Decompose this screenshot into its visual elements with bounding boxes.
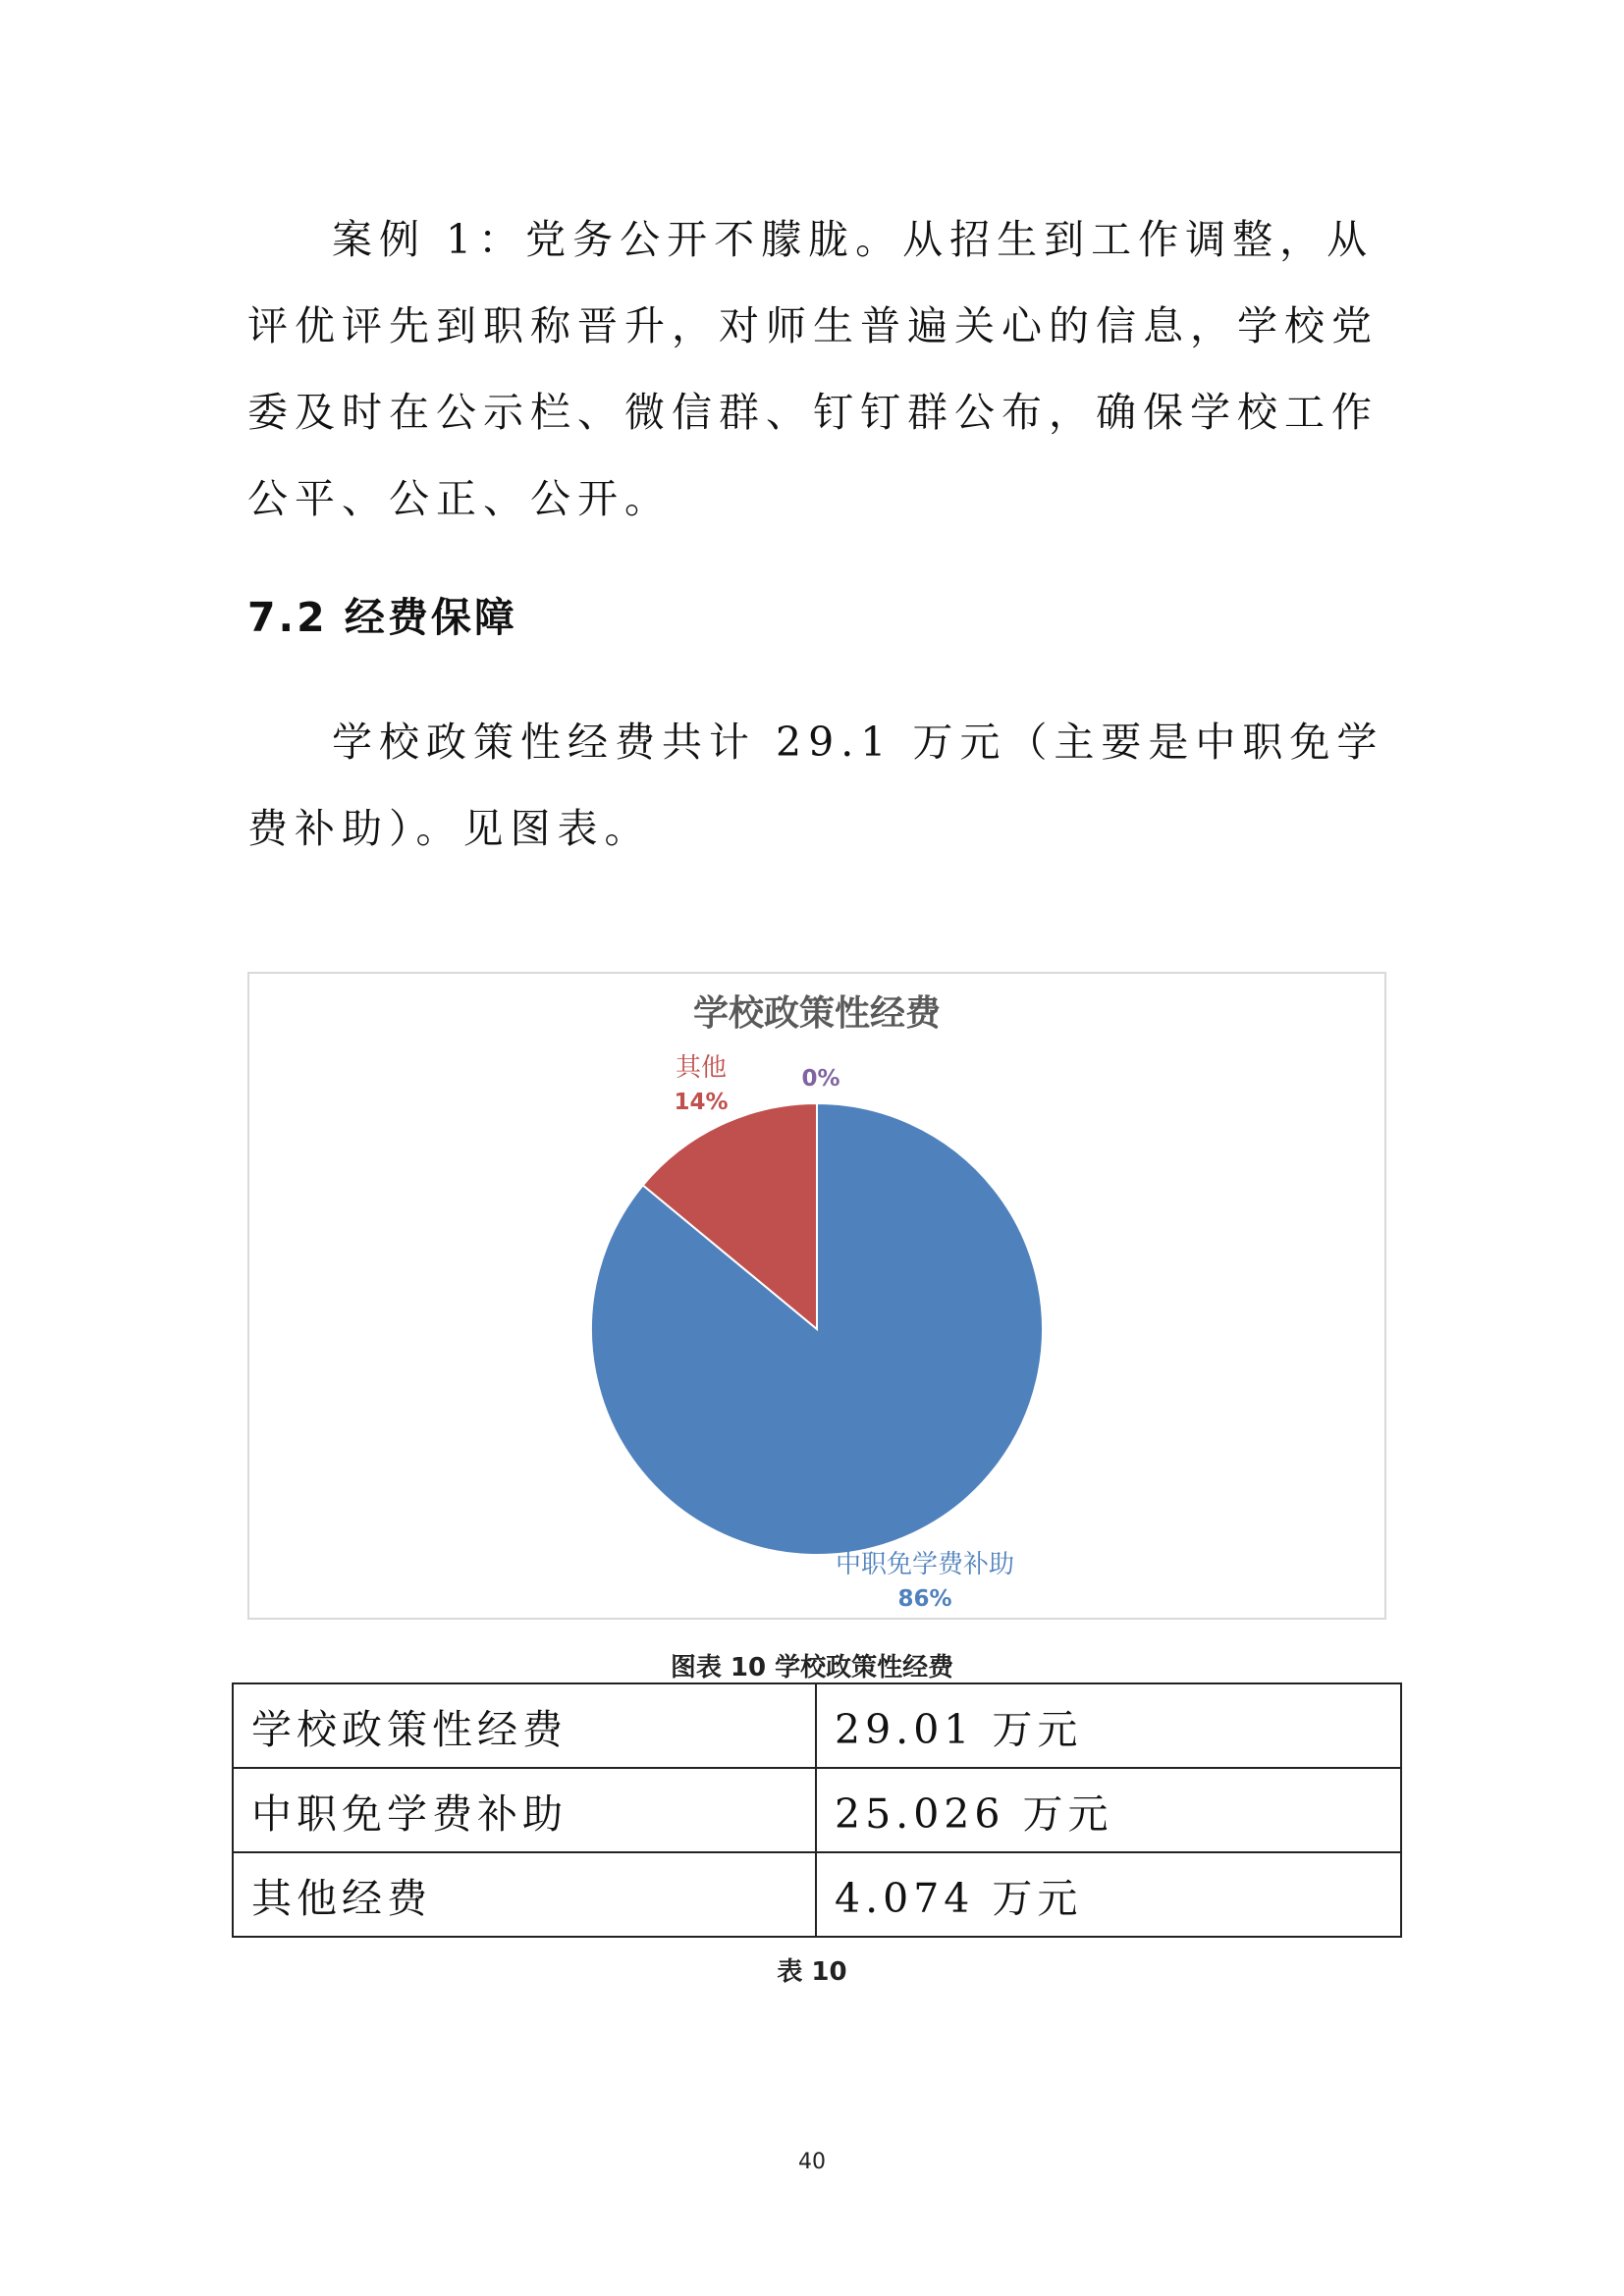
table-cell-item: 学校政策性经费	[233, 1683, 816, 1768]
chart-title: 学校政策性经费	[692, 993, 942, 1034]
table-cell-amount: 25.026 万元	[816, 1768, 1401, 1852]
table-cell-item: 其他经费	[233, 1852, 816, 1937]
table-cell-amount: 29.01 万元	[816, 1683, 1401, 1768]
pie-label-name: 中职免学费补助	[835, 1550, 1015, 1579]
case-paragraph	[247, 196, 1386, 542]
page-number: 40	[798, 2150, 826, 2174]
figure-caption: 图表 10 学校政策性经费	[670, 1653, 954, 1682]
pie-label-percent: 14%	[674, 1090, 729, 1115]
pie-chart	[249, 974, 1384, 1618]
table-row	[233, 1683, 1401, 1768]
pie-label-percent: 86%	[897, 1586, 952, 1612]
table-row	[233, 1852, 1401, 1937]
table-row	[233, 1768, 1401, 1852]
table-cell-amount: 4.074 万元	[816, 1852, 1401, 1937]
funding-paragraph-text: 学校政策性经费共计 29.1 万元（主要是中职免学费补助）。见图表。	[247, 719, 1384, 852]
pie-chart-frame	[247, 972, 1386, 1620]
table-cell-item: 中职免学费补助	[233, 1768, 816, 1852]
funding-paragraph	[247, 699, 1386, 872]
section-heading: 7.2 经费保障	[247, 594, 517, 641]
table-caption: 表 10	[777, 1957, 847, 1987]
funding-table	[232, 1682, 1402, 1938]
pie-label-name: 其他	[675, 1053, 728, 1083]
case-paragraph-text: 案例 1：党务公开不朦胧。从招生到工作调整，从评优评先到职称晋升，对师生普遍关心的信息，学校党委及时在公示栏、微信群、钉钉群公布，确保学校工作公平、公正、公开。	[247, 216, 1379, 522]
pie-label-percent: 0%	[801, 1066, 840, 1092]
